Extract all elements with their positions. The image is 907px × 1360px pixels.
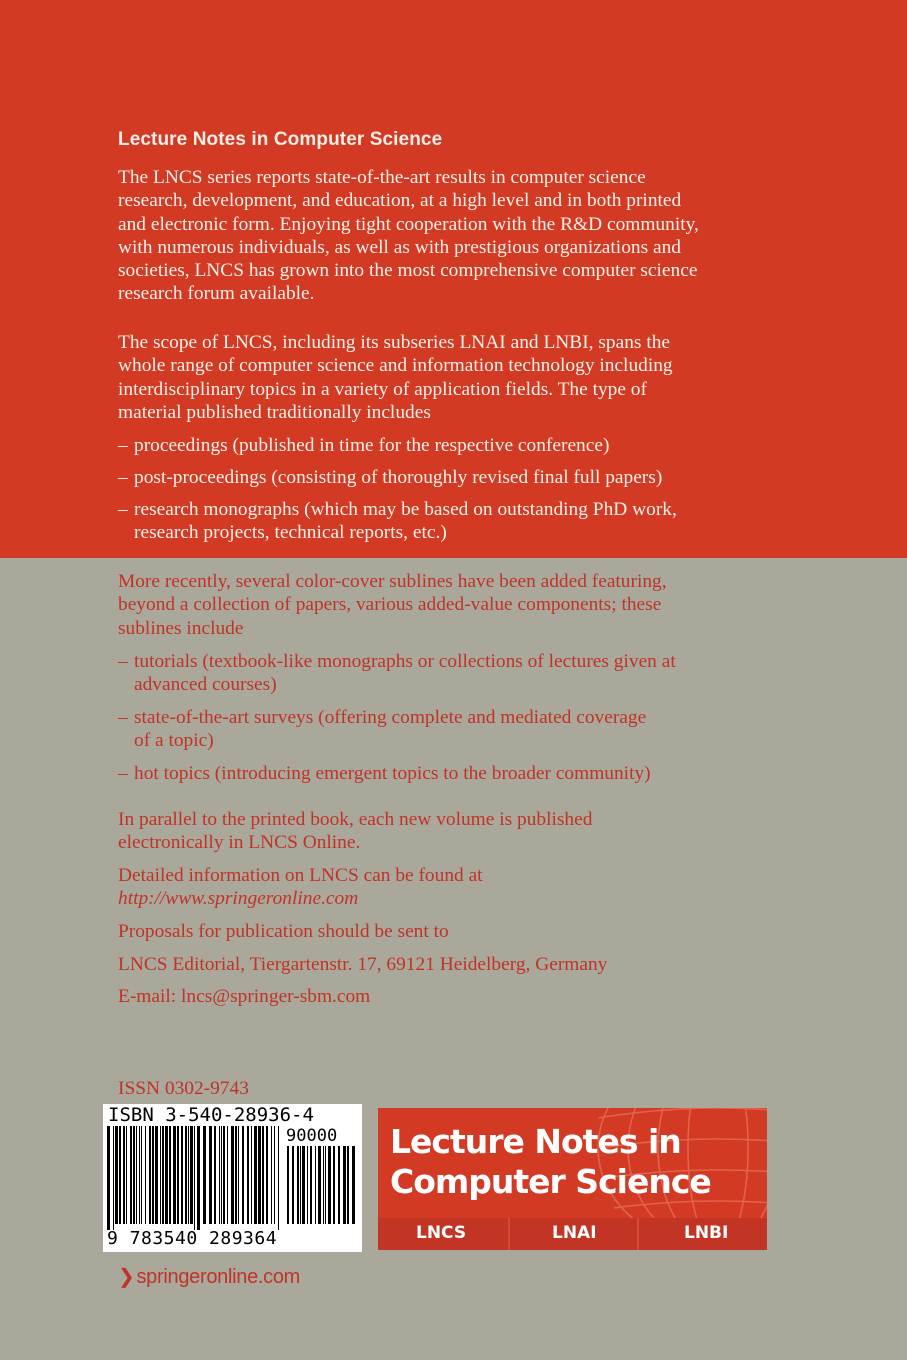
barcode-bar [165,1126,168,1224]
barcode-bar [119,1126,121,1224]
barcode-bar [328,1146,331,1224]
barcode-bar [136,1126,137,1224]
intro-line: with numerous individuals, as well as with prestigious organizations and [118,236,681,258]
sublines-line: sublines include [118,617,244,639]
barcode-bar [310,1146,312,1224]
proposals-line: Proposals for publication should be sent to [118,921,449,942]
barcode-bar [315,1146,316,1224]
sublines-paragraph [118,570,667,640]
info-paragraph [118,864,483,911]
barcode-bar [177,1126,179,1224]
sublines-line: More recently, several color-cover sublines have been added featuring, [118,571,667,592]
barcode-bar [297,1146,299,1224]
barcode-bar [126,1126,127,1224]
intro-line: societies, LNCS has grown into the most comprehensive computer science [118,260,698,282]
scope-line: material published traditionally includes [118,401,431,423]
bullet-dash: – [118,467,128,488]
issn-label: ISSN 0302-9743 [118,1078,249,1099]
barcode-bar [221,1126,222,1224]
email-line: E-mail: lncs@springer-sbm.com [118,986,371,1007]
barcode-bar [347,1146,349,1224]
scope-line: The scope of LNCS, including its subseries LNAI and LNBI, spans the [118,332,671,353]
bullet-dash: – [118,651,128,672]
barcode-bar [113,1126,114,1230]
barcode-bar [160,1126,161,1224]
barcode-bar [107,1126,110,1230]
scope-line: whole range of computer science and information technology including [118,355,673,377]
bullet-dash: – [118,435,128,456]
online-line: In parallel to the printed book, each new volume is published [118,809,593,830]
bullet-text: of a topic) [134,730,214,752]
subseries-lnbi: LNBI [684,1223,729,1243]
barcode-bar [214,1126,216,1224]
barcode-bar [292,1146,294,1224]
bullet-text: advanced courses) [134,674,277,696]
barcode-bar [145,1126,146,1224]
barcode-bar [318,1146,321,1224]
barcode-bar [219,1126,220,1224]
barcode-bar [133,1126,135,1224]
online-paragraph [118,808,592,855]
barcode-bar [258,1126,261,1224]
barcode-bar [123,1126,125,1224]
springer-website-link[interactable] [118,1264,300,1289]
intro-line: The LNCS series reports state-of-the-art results in computer science [118,167,646,188]
barcode-bar [115,1126,118,1224]
chevron-right-icon: ❯ [118,1266,135,1288]
springer-site-label: springeronline.com [136,1266,301,1288]
barcode-bar [223,1126,225,1224]
barcode-bar [188,1126,189,1224]
barcode-bar [173,1126,176,1224]
barcode-bar [185,1126,187,1224]
barcode-bar [190,1126,193,1224]
barcode-bar [235,1126,237,1224]
barcode-bar [130,1126,132,1224]
barcode-bar [162,1126,164,1224]
barcode-bar [181,1126,183,1224]
intro-paragraph [118,166,699,306]
bullet-text: tutorials (textbook-like monographs or collections of lectures given at [134,651,676,672]
logo-title-line: Lecture Notes in [390,1122,681,1161]
barcode-bar [343,1146,346,1224]
scope-paragraph [118,331,673,424]
bullet-dash: – [118,763,128,784]
barcode-bar [287,1146,289,1224]
barcode-bar [333,1146,335,1224]
barcode-bar [352,1146,355,1224]
barcode-bar [300,1146,301,1224]
barcode-bar [141,1126,142,1224]
barcode-bar [242,1126,244,1224]
isbn-label: ISBN 3-540-28936-4 [108,1104,314,1126]
barcode-bar [238,1126,239,1224]
bullet-dash: – [118,499,128,520]
address-line: LNCS Editorial, Tiergartenstr. 17, 69121 Heidelberg, Germany [118,954,608,975]
strip-divider [508,1218,510,1250]
barcode-bar [307,1146,308,1224]
barcode-bar [262,1126,264,1224]
bullet-text: proceedings (published in time for the respective conference) [134,435,610,456]
barcode-bar [194,1126,195,1230]
barcode-bar [302,1146,305,1224]
sublines-line: beyond a collection of papers, various added-value components; these [118,594,662,616]
barcode-bar [227,1126,228,1224]
ean-digits: 9 783540 289364 [107,1228,278,1249]
bullet-text: research projects, technical reports, etc.) [134,522,447,544]
barcode-bar [278,1126,279,1230]
barcode-bar [338,1146,340,1224]
series-heading: Lecture Notes in Computer Science [118,129,443,150]
barcode-bar [209,1126,212,1224]
bullet-text: research monographs (which may be based on outstanding PhD work, [134,499,677,520]
barcode [103,1104,362,1252]
barcode-bars [107,1126,283,1230]
barcode-bar [152,1126,154,1224]
intro-line: and electronic form. Enjoying tight cooperation with the R&D community, [118,213,699,235]
barcode-bar [203,1126,206,1224]
barcode-bar [266,1126,268,1224]
barcode-bar [325,1146,326,1224]
barcode-bar [323,1146,324,1224]
intro-line: research forum available. [118,283,315,305]
logo-title [390,1122,711,1202]
intro-line: research, development, and education, at a high level and in both printed [118,190,682,212]
online-line: electronically in LNCS Online. [118,832,361,854]
info-line: Detailed information on LNCS can be found at [118,865,483,886]
barcode-addon-bars [287,1146,357,1230]
barcode-bar [251,1126,252,1224]
lncs-logo [378,1108,767,1250]
barcode-bar [271,1126,272,1224]
subseries-lnai: LNAI [552,1223,597,1243]
barcode-bar [247,1126,249,1224]
barcode-bar [197,1126,200,1230]
barcode-bar [155,1126,158,1224]
bullet-text: hot topics (introducing emergent topics to the broader community) [134,763,651,784]
barcode-bar [149,1126,151,1224]
logo-title-line: Computer Science [390,1162,711,1201]
barcode-bar [274,1126,275,1224]
bullet-dash: – [118,707,128,728]
barcode-bar [254,1126,257,1224]
barcode-bar [231,1126,234,1224]
bullet-text: post-proceedings (consisting of thoroughly revised final full papers) [134,467,663,488]
barcode-addon-price: 90000 [286,1126,338,1146]
scope-line: interdisciplinary topics in a variety of application fields. The type of [118,378,647,400]
bullet-text: state-of-the-art surveys (offering complete and mediated coverage [134,707,647,728]
website-link[interactable]: http://www.springeronline.com [118,888,359,910]
barcode-bar [169,1126,171,1224]
barcode-bar [139,1126,140,1224]
subseries-lncs: LNCS [416,1223,467,1243]
strip-divider [637,1218,639,1250]
